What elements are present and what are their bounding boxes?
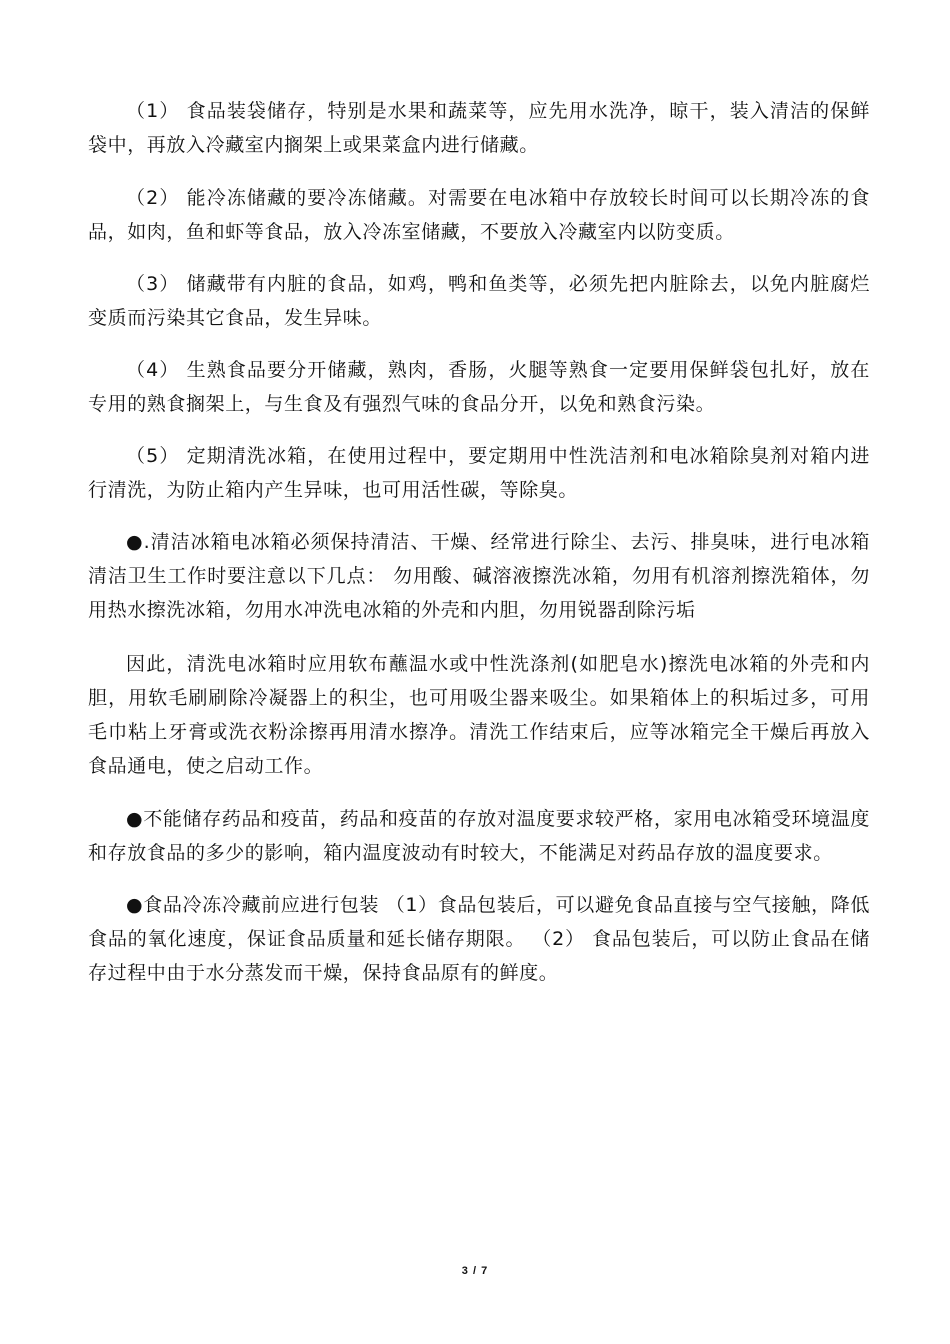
paragraph-freeze-storage: （2） 能冷冻储藏的要冷冻储藏。对需要在电冰箱中存放较长时间可以长期冷冻的食品，如肉，鱼和虾等食品，放入冷冻室储藏，不要放入冷藏室内以防变质。 bbox=[88, 187, 870, 243]
paragraph-bag-storage: （1） 食品装袋储存，特别是水果和蔬菜等，应先用水洗净，晾干，装入清洁的保鲜袋中，再放入冷藏室内搁架上或果菜盒内进行储藏。 bbox=[88, 100, 870, 156]
paragraph-separate-raw-cooked: （4） 生熟食品要分开储藏，熟肉，香肠，火腿等熟食一定要用保鲜袋包扎好，放在专用的熟食搁架上，与生食及有强烈气味的食品分开，以免和熟食污染。 bbox=[88, 359, 870, 415]
paragraph-packaging: ●食品冷冻冷藏前应进行包装 （1）食品包装后，可以避免食品直接与空气接触，降低食品的氧化速度，保证食品质量和延长储存期限。 （2） 食品包装后，可以防止食品在储存过程中由于水分蒸发而干燥，保持食品原有的鲜度。 bbox=[88, 894, 870, 984]
paragraph-regular-cleaning: （5） 定期清洗冰箱，在使用过程中，要定期用中性洗洁剂和电冰箱除臭剂对箱内进行清洗，为防止箱内产生异味，也可用活性碳，等除臭。 bbox=[88, 445, 870, 501]
paragraph-remove-organs: （3） 储藏带有内脏的食品，如鸡，鸭和鱼类等，必须先把内脏除去，以免内脏腐烂变质而污染其它食品，发生异味。 bbox=[88, 273, 870, 329]
paragraph-cleaning-method: 因此，清洗电冰箱时应用软布蘸温水或中性洗涤剂(如肥皂水)擦洗电冰箱的外壳和内胆，用软毛刷刷除冷凝器上的积尘，也可用吸尘器来吸尘。如果箱体上的积垢过多，可用毛巾粘上牙膏或洗衣粉涂擦再用清水擦净。清洗工作结束后，应等冰箱完全干燥后再放入食品通电，使之启动工作。 bbox=[88, 653, 870, 777]
paragraph-no-medicine: ●不能储存药品和疫苗，药品和疫苗的存放对温度要求较严格，家用电冰箱受环境温度和存放食品的多少的影响，箱内温度波动有时较大，不能满足对药品存放的温度要求。 bbox=[88, 808, 870, 864]
paragraph-cleaning-precautions: ●.清洁冰箱电冰箱必须保持清洁、干燥、经常进行除尘、去污、排臭味，进行电冰箱清洁卫生工作时要注意以下几点： 勿用酸、碱溶液擦洗冰箱，勿用有机溶剂擦洗箱体，勿用热水擦洗冰箱，勿用水冲洗电冰箱的外壳和内胆，勿用锐器刮除污垢 bbox=[88, 531, 870, 621]
page-number: 3 / 7 bbox=[461, 1265, 489, 1277]
document-body bbox=[88, 94, 870, 1008]
